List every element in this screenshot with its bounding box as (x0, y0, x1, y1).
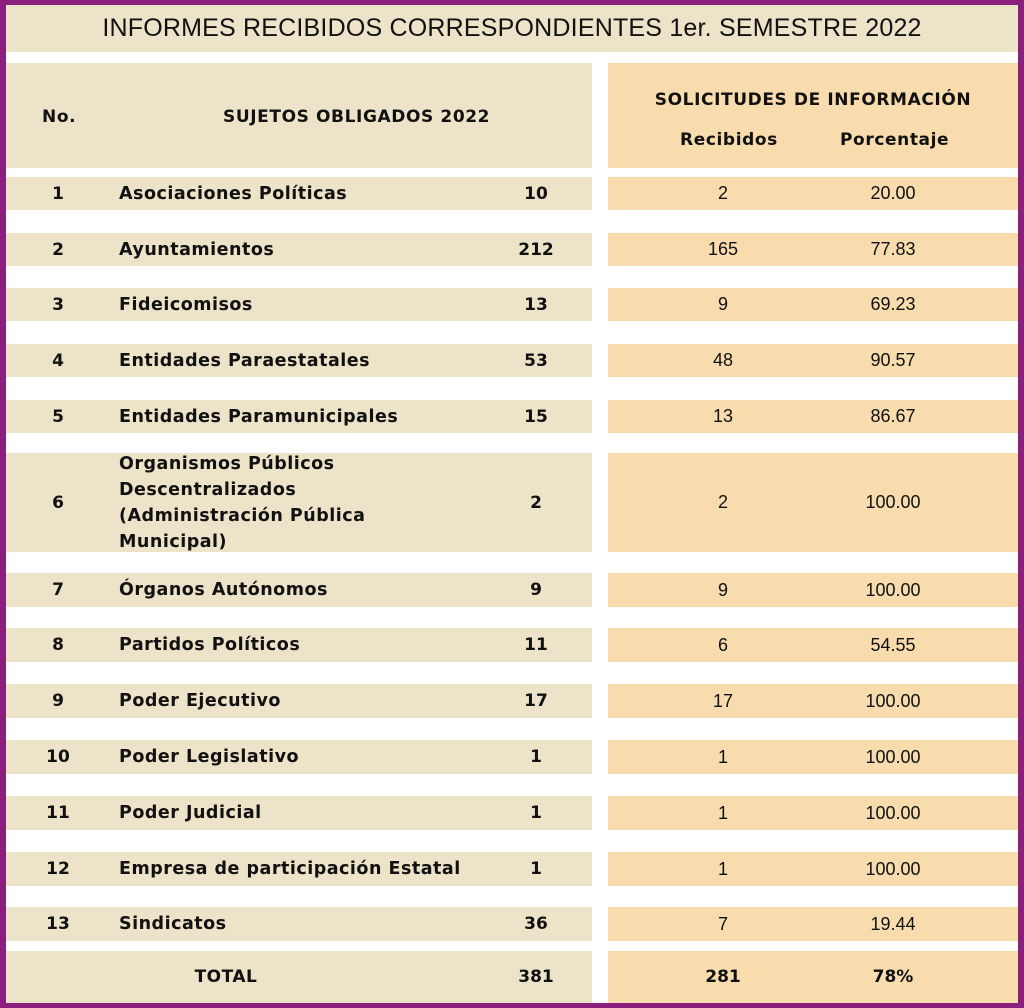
row-subject-count: 1 (530, 859, 542, 879)
row-percentage: 100.00 (865, 690, 921, 711)
row-received: 13 (712, 406, 734, 426)
row-right-band (608, 740, 1018, 774)
row-percentage: 100.00 (865, 579, 921, 600)
row-received: 1 (717, 802, 728, 823)
row-percentage: 100.00 (865, 802, 921, 823)
row-received: 2 (717, 183, 728, 203)
header-no: No. (42, 107, 77, 127)
row-right-band (608, 852, 1018, 886)
header-received: Recibidos (680, 130, 778, 150)
row-subject-name: Poder Legislativo (119, 747, 300, 767)
row-subject-count: 36 (524, 914, 548, 934)
row-right-band (608, 177, 1018, 210)
row-subject-name: Poder Judicial (119, 803, 262, 823)
row-number: 1 (52, 183, 64, 204)
row-received: 17 (712, 690, 734, 711)
total-label: TOTAL (194, 967, 258, 987)
row-subject-count: 15 (524, 406, 548, 427)
row-subject-name: Partidos Políticos (119, 635, 301, 655)
row-number: 13 (46, 914, 70, 934)
row-received: 9 (717, 579, 728, 600)
row-percentage: 100.00 (865, 858, 921, 879)
header-right (608, 63, 1018, 168)
row-received: 1 (717, 746, 728, 767)
row-subject-count: 1 (530, 803, 542, 823)
row-percentage: 90.57 (870, 350, 916, 370)
row-percentage: 20.00 (870, 183, 916, 203)
row-right-band (608, 233, 1018, 266)
row-received: 48 (712, 350, 734, 370)
row-right-band (608, 796, 1018, 830)
row-subject-name: Entidades Paraestatales (119, 350, 371, 371)
row-number: 12 (46, 859, 70, 879)
row-subject-name: Empresa de participación Estatal (119, 859, 461, 879)
row-percentage: 100.00 (865, 746, 921, 767)
row-subject-name: Entidades Paramunicipales (119, 406, 399, 427)
row-subject-count: 10 (524, 183, 548, 204)
row-percentage: 54.55 (870, 634, 916, 655)
row-number: 11 (46, 803, 70, 823)
row-right-band (608, 628, 1018, 662)
row-subject-count: 53 (524, 350, 548, 371)
header-subjects: SUJETOS OBLIGADOS 2022 (223, 107, 491, 127)
row-percentage: 19.44 (870, 913, 916, 934)
row-received: 9 (717, 294, 728, 314)
row-subject-name: Sindicatos (119, 914, 227, 934)
row-subject-count: 2 (530, 492, 542, 513)
report-table (6, 5, 1018, 1003)
row-received: 1 (717, 858, 728, 879)
row-right-band (608, 684, 1018, 718)
header-requests: SOLICITUDES DE INFORMACIÓN (654, 90, 972, 110)
row-subject-count: 11 (524, 635, 548, 655)
row-received: 2 (717, 492, 728, 512)
row-subject-count: 17 (524, 691, 548, 711)
table-title: INFORMES RECIBIDOS CORRESPONDIENTES 1er. SEMESTRE 2022 (6, 5, 1018, 52)
row-subject-name: Asociaciones Políticas (119, 183, 348, 204)
row-percentage: 69.23 (870, 294, 916, 314)
header-percentage: Porcentaje (840, 130, 950, 150)
row-percentage: 100.00 (865, 492, 921, 512)
row-subject-count: 9 (530, 580, 542, 600)
total-count: 381 (518, 967, 554, 987)
row-right-band (608, 951, 1018, 1003)
row-subject-count: 1 (530, 747, 542, 767)
row-number: 9 (52, 691, 64, 711)
row-subject-count: 212 (518, 239, 554, 260)
row-number: 5 (52, 406, 64, 427)
row-right-band (608, 907, 1018, 941)
total-received: 281 (705, 967, 741, 987)
row-percentage: 86.67 (870, 406, 916, 426)
row-subject-name: Fideicomisos (119, 294, 253, 315)
row-number: 7 (52, 580, 64, 600)
row-number: 4 (52, 350, 64, 371)
row-number: 8 (52, 635, 64, 655)
row-subject-count: 13 (524, 294, 548, 315)
row-subject-name: Ayuntamientos (119, 239, 275, 260)
row-received: 165 (707, 239, 739, 259)
row-received: 6 (717, 634, 728, 655)
row-subject-name: Organismos Públicos Descentralizados (Administración Pública Municipal) (119, 453, 366, 552)
total-percentage: 78% (872, 967, 914, 987)
row-number: 3 (52, 294, 64, 315)
row-received: 7 (717, 913, 728, 934)
row-subject-name: Órganos Autónomos (119, 580, 328, 600)
row-right-band (608, 288, 1018, 321)
row-subject-name: Poder Ejecutivo (119, 691, 281, 711)
row-percentage: 77.83 (870, 239, 916, 259)
row-right-band (608, 344, 1018, 377)
row-number: 10 (46, 747, 70, 767)
row-number: 2 (52, 239, 64, 260)
row-right-band (608, 573, 1018, 607)
row-right-band (608, 400, 1018, 433)
row-number: 6 (52, 492, 64, 513)
row-right-band (608, 453, 1018, 552)
header-left (6, 63, 592, 168)
